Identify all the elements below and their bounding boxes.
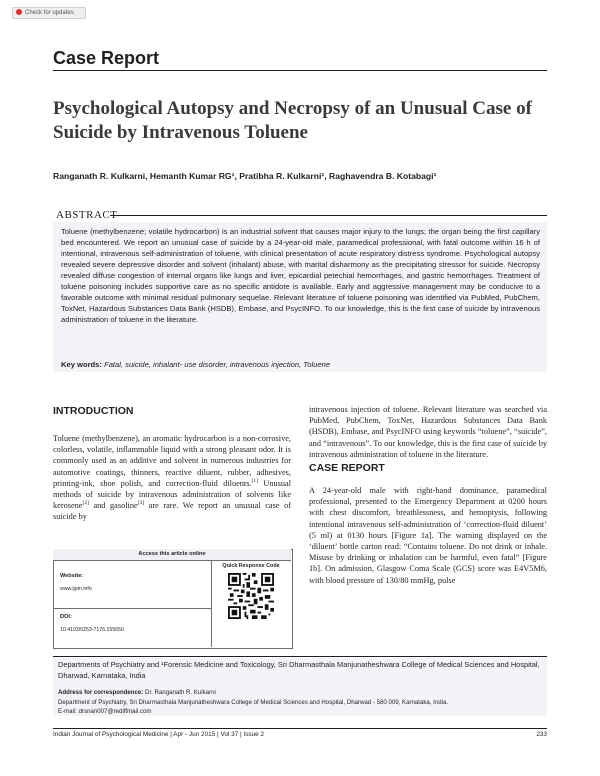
case-report-paragraph: A 24-year-old male with right-hand dominance, paramedical professional, presented to the Emergency Department at 0200 hours with chest discomfort, breathlessness, and hemoptysis, following intentional intravenous self-administration of ‘correction-fluid diluent’ (5 ml) at 0130 hours [Figure 1a]. The warning displayed on the ‘diluent’ bottle carton read: “Contains toluene. Do not drink or inhale. Misuse by drinking or inhalation can be harmful, even fatal” [Figure 1b]. On admission, Glasgow Coma Scale (GCS) score was E4V5M6, with blood pressure of 130/80 mmHg, pulse xyxy=(309,486,547,585)
ref-3[interactable]: [3] xyxy=(137,500,145,507)
access-box-hline xyxy=(53,608,211,609)
introduction-heading: INTRODUCTION xyxy=(53,405,134,417)
check-updates-icon xyxy=(16,9,22,15)
intro-text-3: and gasoline xyxy=(88,501,138,511)
qr-label: Quick Response Code xyxy=(222,563,280,569)
corr-name: Dr. Ranganath R. Kulkarni xyxy=(143,689,216,696)
doi-label: DOI: xyxy=(60,614,72,620)
header-rule xyxy=(53,70,547,71)
keywords-label: Key words: xyxy=(61,360,102,369)
page-number: 233 xyxy=(536,731,547,738)
affiliation-departments: Departments of Psychiatry and ¹Forensic Medicine and Toxicology, Sri Dharmasthala Manjunatheshwara College of Medical Sciences and Hospital, Dharwad, Karnataka, India xyxy=(58,660,540,680)
qr-code-icon[interactable] xyxy=(228,573,274,619)
website-link[interactable]: www.ijpm.info xyxy=(60,586,92,592)
correspondence-block xyxy=(58,688,543,717)
intro-text-2: Unusual methods of suicide by intravenous administration of solvents like kerosene xyxy=(53,478,291,511)
author-list: Ranganath R. Kulkarni, Hemanth Kumar RG¹, Pratibha R. Kulkarni¹, Raghavendra B. Kotabagi¹ xyxy=(53,171,437,181)
abstract-text: Toluene (methylbenzene; volatile hydrocarbon) is an industrial solvent that causes major injury to the lungs; the organ being the first capillary bed encountered. We report an unusual case of suicide by a 24-year-old male, paramedical professional, with fatal outcome within 16 h of intentional, intravenous self-administration of toluene, with clinical presentation of acute respiratory distress syndrome. Psychological autopsy revealed severe depressive disorder and solvent (inhalant) abuse, with marital disharmony as the precipitating stressor for suicide. Necropsy revealed diffuse congestion of internal organs like lungs and liver, epicardial petechial hemorrhages, and gastric hemorrhages. Treatment of toluene poisoning includes supportive care as no specific antidote is available. Early and aggressive management may be conducive to a favorable outcome with minimal residual pulmonary sequelae. Relevant literature of toluene poisoning was identified via PubMed, PubChem, ToxNet, Hazardous Substances Data Bank (HSDB), Embase, and PsycINFO. To our knowledge, this is the first case of suicide by intravenous administration of toluene in the literature. xyxy=(61,227,540,324)
right-column-paragraph: intravenous injection of toluene. Relevant literature was searched via PubMed, PubChem, ToxNet, Hazardous Substances Data Bank (HSDB), Embase, and PsycINFO using keywords “toluene”, “suicide”, and “intravenous”. To our knowledge, this is the first case of suicide by intravenous administration of toluene in the literature. xyxy=(309,405,547,459)
section-kind: Case Report xyxy=(53,48,160,68)
ref-1[interactable]: [1] xyxy=(251,478,258,485)
article-title: Psychological Autopsy and Necropsy of an Unusual Case of Suicide by Intravenous Toluene xyxy=(53,98,532,143)
introduction-paragraph xyxy=(53,433,291,523)
badge-label: Check for updates xyxy=(25,10,74,16)
abstract-rule xyxy=(110,215,547,216)
keywords-list: Fatal, suicide, inhalant- use disorder, intravenous injection, Toluene xyxy=(104,360,331,369)
corr-email[interactable]: E-mail: drsnan007@rediffmail.com xyxy=(58,708,152,716)
corr-label: Address for correspondence: xyxy=(58,689,144,696)
access-box-divider xyxy=(211,560,212,647)
intro-text-4: are rare. We report an unusual case of suicide by xyxy=(53,501,291,522)
corr-address: Department of Psychiatry, Sri Dharmasthala Manjunatheshwara College of Medical Sciences and Hospital, Dharwad - 580 009, Karnataka, India. xyxy=(58,698,449,706)
website-label: Website: xyxy=(60,573,84,579)
intro-text-1: Toluene (methylbenzene), an aromatic hydrocarbon is a non-corrosive, colorless, volatile, inflammable liquid with a strong pleasant odor. It is commonly used as an additive and solvent in numerous industries for automotive coatings, thinners, reactive diluent, rubber, adhesives, printing-ink, shoe polish, and correction-fluid diluents. xyxy=(53,434,291,488)
access-box-title: Access this article online xyxy=(53,549,291,561)
case-report-heading: CASE REPORT xyxy=(309,462,385,474)
abstract-heading: ABSTRACT xyxy=(56,209,118,221)
keywords-line xyxy=(61,360,540,369)
footer-journal: Indian Journal of Psychological Medicine | Apr - Jun 2015 | Vol 37 | Issue 2 xyxy=(53,731,265,738)
doi-link[interactable]: 10.4103/0253-7176.155650 xyxy=(60,627,124,633)
footer-rule xyxy=(53,728,547,729)
ref-2[interactable]: [2] xyxy=(82,500,89,507)
affiliation-rule xyxy=(53,656,547,657)
check-for-updates-badge[interactable] xyxy=(12,7,86,19)
